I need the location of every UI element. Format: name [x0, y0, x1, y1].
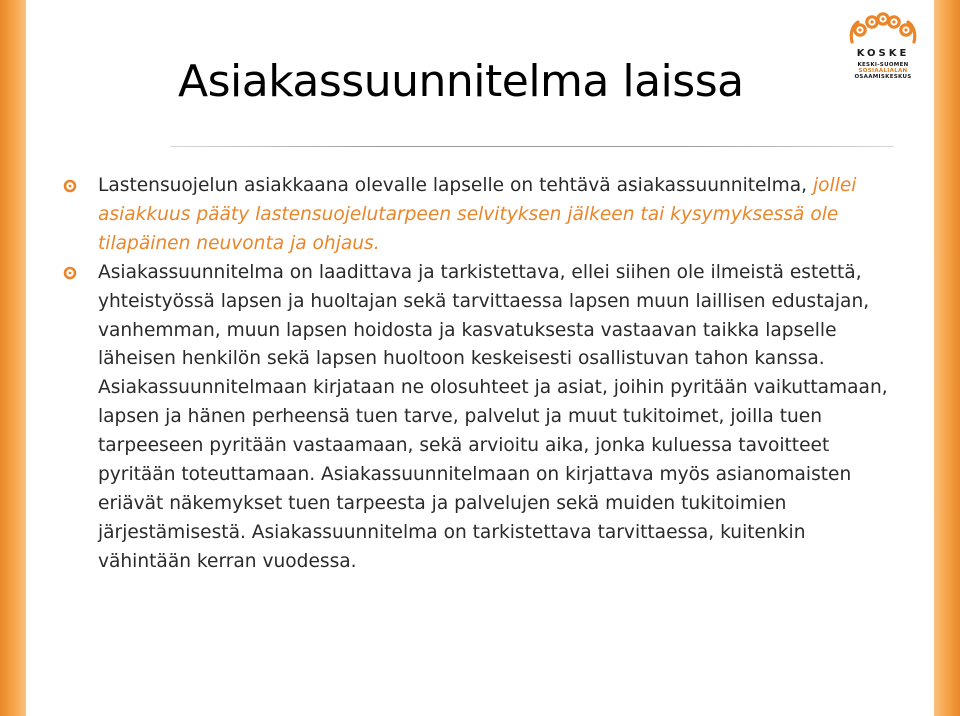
title-divider: [170, 146, 894, 147]
right-accent-bar: [934, 0, 960, 716]
logo-line-3: OSAAMISKESKUS: [854, 74, 912, 80]
bullet-1-text: Lastensuojelun asiakkaana olevalle lapselle on tehtävä asiakassuunnitelma,: [98, 175, 808, 196]
logo-line-2: SOSIAALIALAN: [858, 68, 908, 74]
bullet-1-highlight: jollei asiakkuus pääty lastensuojelutarpeen selvityksen jälkeen tai kysymyksessä ole tilapäinen neuvonta ja ohjaus.: [98, 175, 857, 254]
logo-name: KOSKE: [856, 48, 910, 59]
bullet-2-text: Asiakassuunnitelma on laadittava ja tarkistettava, ellei siihen ole ilmeistä estettä, yhteistyössä lapsen ja huoltajan sekä tarvittaessa lapsen muun laillisen edustajan, vanhemman, muun lapsen hoidosta ja kasvatuksesta vastaavan taikka lapselle läheisen henkilön sekä lapsen huoltoon keskeisesti osallistuvan tahon kanssa. Asiakassuunnitelmaan kirjataan ne olosuhteet ja asiat, joihin pyritään vaikuttamaan, lapsen ja hänen perheensä tuen tarve, palvelut ja muut tukitoimet, joilla tuen tarpeeseen pyritään vastaamaan, sekä arvioitu aika, jonka kuluessa tavoitteet pyritään toteuttamaan. Asiakassuunnitelmaan on kirjattava myös asianomaisten eriävät näkemykset tuen tarpeesta ja palvelujen sekä muiden tukitoimien järjestämisestä. Asiakassuunnitelma on tarkistettava tarvittaessa, kuitenkin vähintään kerran vuodessa.: [98, 261, 888, 572]
left-accent-bar: [0, 0, 26, 716]
ring-bullet-icon: [62, 178, 78, 194]
bullet-item-2: [62, 259, 902, 577]
logo-line-1: KESKI-SUOMEN: [857, 62, 909, 68]
bullet-list: [62, 172, 902, 577]
spiral-ring-logo-icon: [846, 12, 920, 46]
bullet-item-1: [62, 172, 902, 259]
koske-logo: [842, 12, 924, 80]
ring-bullet-icon: [62, 265, 78, 281]
slide-title: Asiakassuunnitelma laissa: [178, 56, 744, 107]
